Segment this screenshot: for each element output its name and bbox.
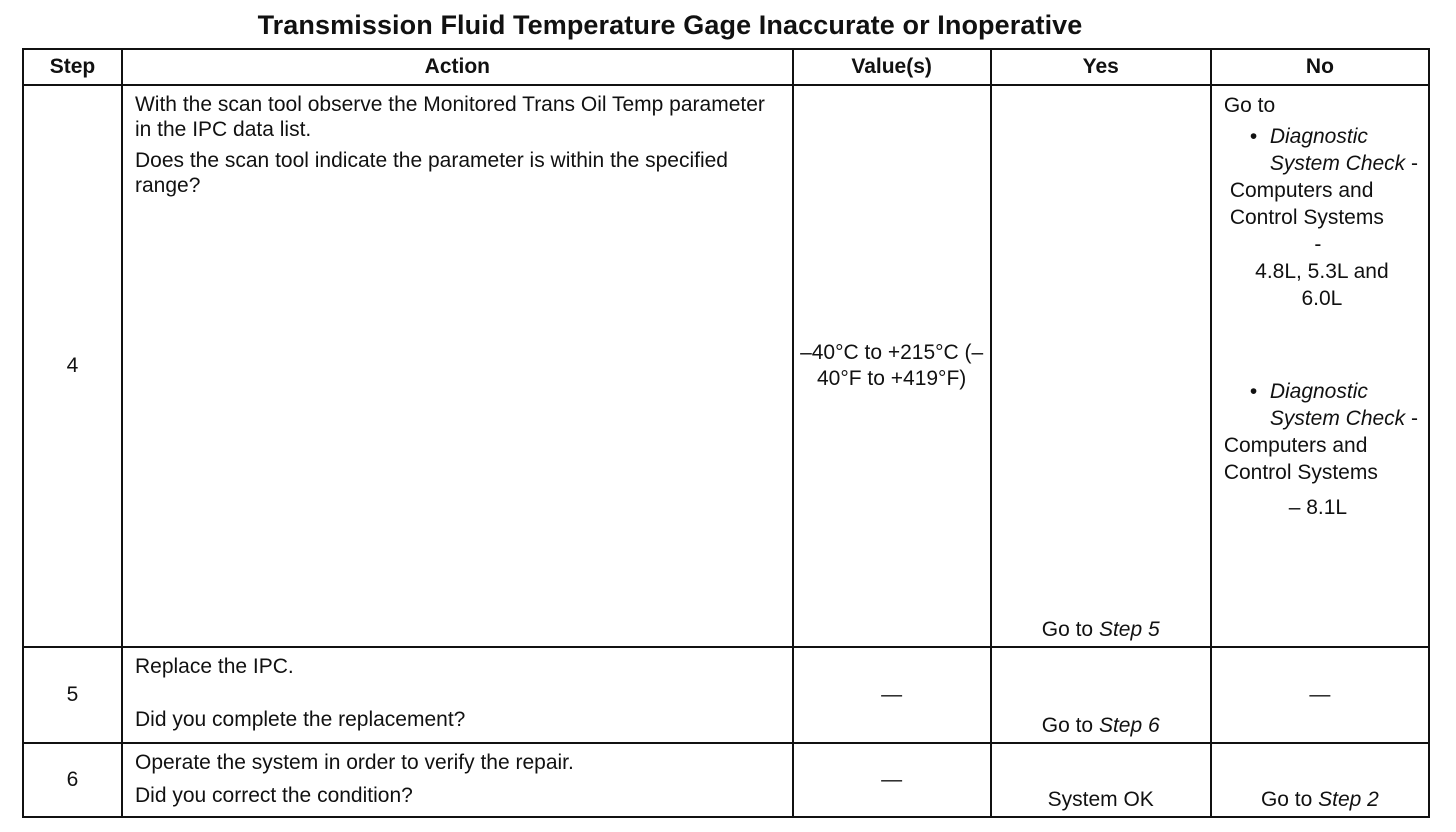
yes-cell	[991, 85, 1211, 647]
bullet-icon: •	[1249, 125, 1258, 148]
yes-cell	[991, 647, 1211, 743]
action-cell	[122, 85, 793, 647]
value-cell: —	[793, 743, 991, 817]
step-number: 4	[23, 85, 122, 647]
action-question: Did you complete the replacement?	[134, 708, 466, 731]
yes-goto-prefix: Go to	[1041, 618, 1099, 641]
table-row	[23, 85, 1429, 647]
no-cell	[1211, 743, 1429, 817]
yes-goto	[992, 714, 1210, 738]
action-instruction: Operate the system in order to verify the repair.	[134, 751, 574, 774]
step-6-link[interactable]: Step 6	[1098, 714, 1160, 737]
no-goto	[1212, 788, 1428, 812]
action-question: Does the scan tool indicate the parameter is within the specified range?	[134, 149, 728, 197]
yes-goto	[992, 618, 1210, 642]
no-list-item	[1224, 378, 1420, 432]
header-step: Step	[23, 49, 122, 85]
engine-list: – 8.1L	[1288, 496, 1348, 519]
diagnostic-system-check-link[interactable]: Diagnostic System Check	[1269, 380, 1406, 430]
system-name: Computers and Control Systems	[1229, 179, 1384, 229]
header-yes: Yes	[991, 49, 1211, 85]
table-header-row	[23, 49, 1429, 85]
bullet-icon: •	[1249, 380, 1258, 403]
action-instruction: With the scan tool observe the Monitored Trans Oil Temp parameter in the IPC data list.	[134, 93, 765, 141]
page-title: Transmission Fluid Temperature Gage Inaccurate or Inoperative	[257, 10, 1083, 40]
header-values: Value(s)	[793, 49, 991, 85]
yes-result: System OK	[1047, 788, 1154, 811]
action-cell	[122, 647, 793, 743]
system-name: Computers and Control Systems	[1223, 434, 1378, 484]
step-number: 5	[23, 647, 122, 743]
system-dash: -	[1314, 233, 1322, 256]
no-goto-prefix: Go to	[1260, 788, 1319, 811]
step-2-link[interactable]: Step 2	[1318, 788, 1379, 811]
diagnostic-system-check-link[interactable]: Diagnostic System Check	[1269, 125, 1406, 175]
link-separator: -	[1405, 407, 1419, 430]
value-cell: —	[793, 647, 991, 743]
no-cell: —	[1211, 647, 1429, 743]
action-instruction: Replace the IPC.	[134, 655, 294, 678]
step-number: 6	[23, 743, 122, 817]
action-question: Did you correct the condition?	[134, 784, 413, 807]
table-row	[23, 647, 1429, 743]
value-cell: –40°C to +215°C (–40°F to +419°F)	[793, 85, 991, 647]
yes-goto-prefix: Go to	[1041, 714, 1099, 737]
step-5-link[interactable]: Step 5	[1098, 618, 1160, 641]
table-row	[23, 743, 1429, 817]
diagnostic-table	[22, 48, 1430, 818]
header-action: Action	[122, 49, 793, 85]
no-goto-label: Go to	[1223, 94, 1276, 117]
action-cell	[122, 743, 793, 817]
header-no: No	[1211, 49, 1429, 85]
no-cell	[1211, 85, 1429, 647]
engine-list: 4.8L, 5.3L and 6.0L	[1255, 260, 1389, 310]
no-list-item	[1224, 123, 1420, 177]
yes-cell	[991, 743, 1211, 817]
link-separator: -	[1405, 152, 1419, 175]
